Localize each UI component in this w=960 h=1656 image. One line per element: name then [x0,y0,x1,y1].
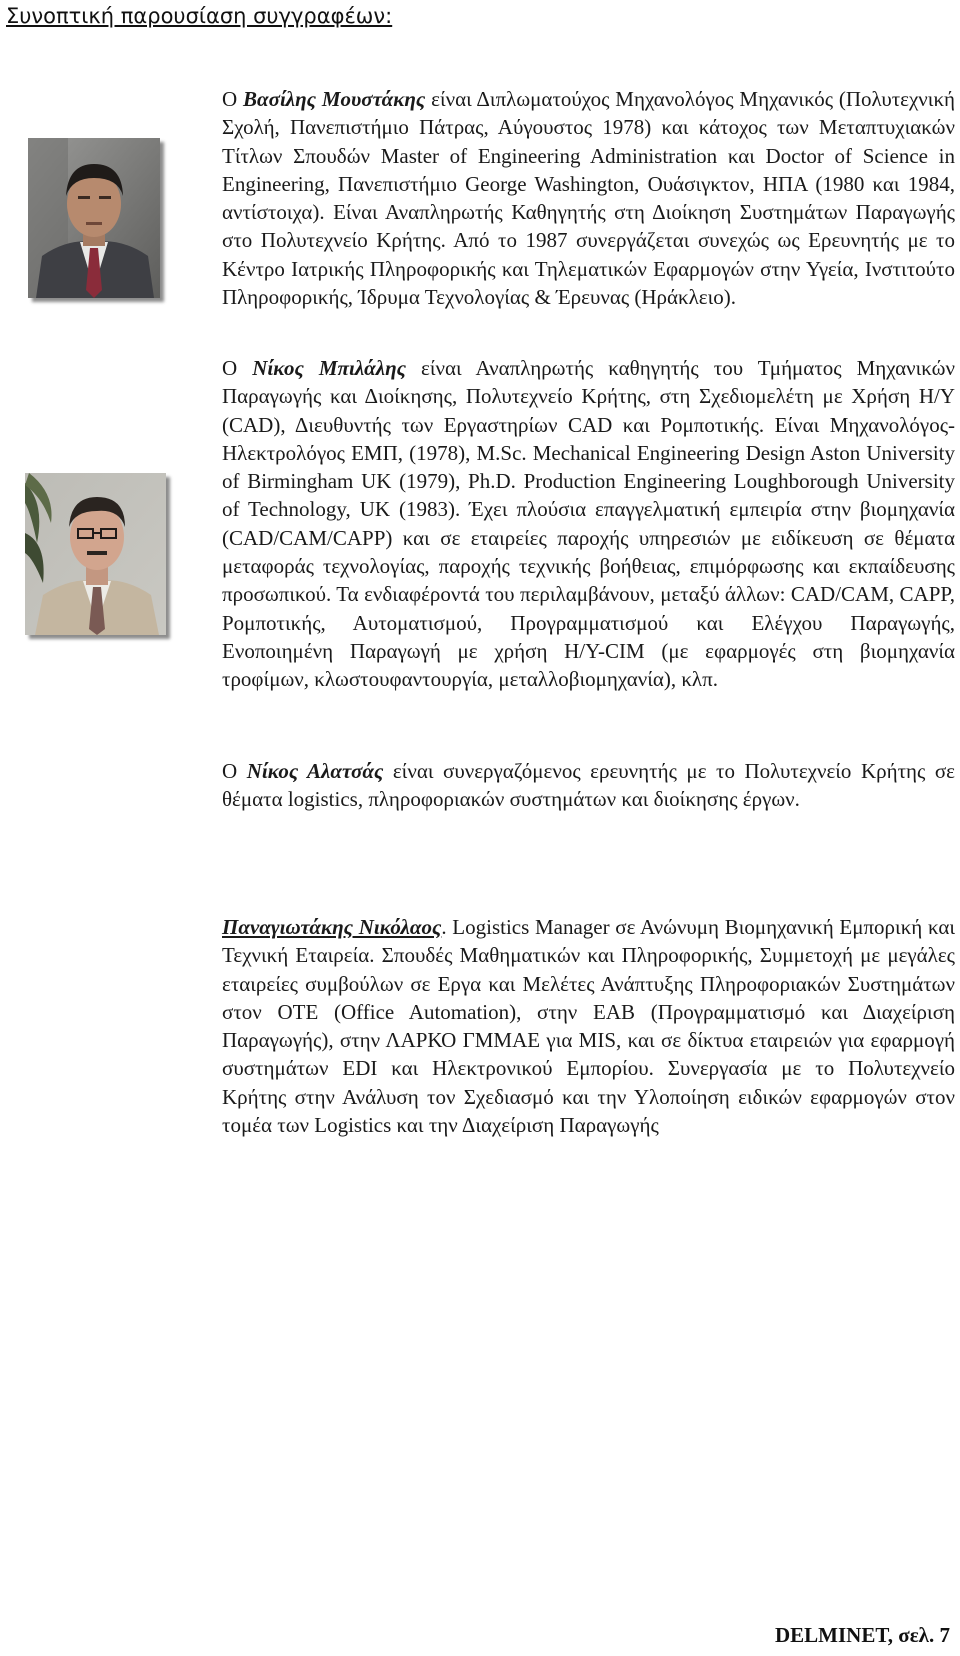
author-bio-moustakis [222,85,955,311]
page-footer: DELMINET, σελ. 7 [774,1623,950,1647]
author-photo-bilalis [25,473,166,635]
bio-text: είναι Διπλωματούχος Μηχανολόγος Μηχανικός (Πολυτεχνική Σχολή, Πανεπιστήμιο Πάτρας, Αύγουστος 1978) και κάτοχος των Μεταπτυχιακών Τίτλων Σπουδών Master of Engineering Administration και Doctor of Science in Engineering, Πανεπιστήμιο George Washington, Ουάσιγκτον, ΗΠΑ (1980 και 1984, αντίστοιχα). Είναι Αναπληρωτής Καθηγητής στη Διοίκηση Συστημάτων Παραγωγής στο Πολυτεχνείο Κρήτης. Από το 1987 συνεργάζεται συνεχώς ως Ερευνητής με το Κέντρο Ιατρικής Πληροφορικής και Τηλεματικών Εφαρμογών στην Υγεία, Ινστιτούτο Πληροφορικής, Ίδρυμα Τεχνολογίας & Έρευνας (Ηράκλειο). [222,87,956,310]
author-name: Παναγιωτάκης Νικόλαος [222,915,442,939]
bio-text: . Logistics Manager σε Ανώνυμη Βιομηχανική Εμπορική και Τεχνική Εταιρεία. Σπουδές Μαθηματικών και Πληροφορικής, Συμμετοχή με μεγάλες εταιρείες συμβούλων σε Εργα και Μελέτες Ανάπτυξης Πληροφοριακών Συστημάτων στον ΟΤΕ (Office Automation), στην ΕΑΒ (Προγραμματισμό και Διαχείριση Παραγωγής), στην ΛΑΡΚΟ ΓΜΜΑΕ για MIS, και σε δίκτυα εταιρειών για εφαρμογή συστημάτων EDI και Ηλεκτρονικού Εμπορίου. Συνεργασία με το Πολυτεχνείο Κρήτης στην Ανάλυση τον Σχεδιασμό και την Υλοποίηση ειδικών εφαρμογών στον τομέα των Logistics και την Διαχείριση Παραγωγής [222,915,955,1138]
page-heading: Συνοπτική παρουσίαση συγγραφέων: [6,4,393,28]
bio-lead: Ο [222,87,244,111]
portrait-image [28,138,160,298]
author-photo-moustakis [28,138,160,298]
portrait-image [25,473,166,635]
bio-lead: Ο [222,759,247,783]
author-bio-alatsas [222,757,955,814]
bio-text: είναι συνεργαζόμενος ερευνητής με το Πολυτεχνείο Κρήτης σε θέματα logistics, πληροφοριακών συστημάτων και διοίκησης έργων. [222,759,956,812]
author-name: Βασίλης Μουστάκης [243,87,426,111]
author-name: Νίκος Αλατσάς [246,759,384,783]
author-bio-panagiotakis [222,913,955,1139]
author-name: Νίκος Μπιλάλης [252,356,406,380]
bio-text: είναι Αναπληρωτής καθηγητής του Τμήματος Μηχανικών Παραγωγής και Διοίκησης, Πολυτεχνείο Κρήτης, στη Σχεδιομελέτη με Χρήση Η/Υ (CAD), Διευθυντής των Εργαστηρίων CAD και Ρομποτικής. Είναι Μηχανολόγος-Ηλεκτρολόγος ΕΜΠ, (1978), M.Sc. Mechanical Engineering Design Aston University of Birmingham UK (1979), Ph.D. Production Engineering Loughborough University of Technology, UK (1983). Έχει πλούσια επαγγελματική εμπειρία στην βιομηχανία (CAD/CAM/CAPP) και σε εταιρείες παροχής υπηρεσιών με ειδίκευση σε θέματα μεταφοράς τεχνολογίας, παροχής τεχνικής βοήθειας, επιμόρφωσης και εκπαίδευσης προσωπικού. Τα ενδιαφέροντά του περιλαμβάνουν, μεταξύ άλλων: CAD/CAM, CAPP, Ρομποτικής, Αυτοματισμού, Προγραμματισμού και Ελέγχου Παραγωγής, Ενοποιημένη Παραγωγή με χρήση Η/Υ-CIM (με εφαρμογές στη βιομηχανία τροφίμων, κλωστουφαντουργία, μεταλλοβιομηχανία), κλπ. [222,356,955,692]
bio-lead: Ο [222,356,253,380]
author-bio-bilalis [222,354,955,694]
